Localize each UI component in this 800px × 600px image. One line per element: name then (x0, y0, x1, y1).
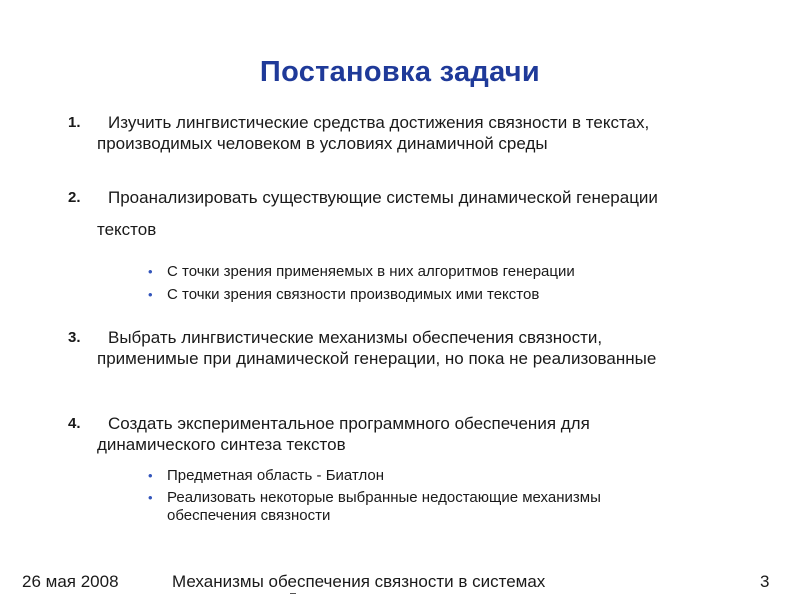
slide-title: Постановка задачи (259, 56, 541, 88)
sub-item (148, 286, 748, 304)
item-text-continued: текстов (97, 220, 157, 239)
list-item-3 (68, 327, 768, 369)
sub-item-text: Реализовать некоторые выбранные недостающие механизмы обеспечения связности (167, 489, 601, 524)
item-text-continued: применимые при динамической генерации, но пока не реализованные (97, 349, 657, 368)
page-number: 3 (760, 572, 770, 591)
sub-item-text: С точки зрения связности производимых ими текстов (167, 286, 540, 303)
sub-item-text: С точки зрения применяемых в них алгоритмов генерации (167, 263, 575, 280)
item-text-continued: динамического синтеза текстов (97, 435, 346, 454)
item-number: 4. (68, 415, 81, 432)
item-text: Создать экспериментальное программного обеспечения для (108, 414, 590, 433)
item-text-continued: производимых человеком в условиях динамичной среды (97, 134, 548, 153)
item-text: Изучить лингвистические средства достижения связности в текстах, (108, 113, 650, 132)
item-number: 3. (68, 329, 81, 346)
footer-title: Механизмы обеспечения связности в системах (172, 572, 546, 591)
item-text: Выбрать лингвистические механизмы обеспечения связности, (108, 328, 603, 347)
sub-item (148, 263, 748, 281)
list-item-2 (68, 187, 768, 208)
item-text: Проанализировать существующие системы динамической генерации (108, 188, 658, 207)
bullet-icon: • (148, 287, 153, 302)
item-number: 1. (68, 114, 81, 131)
sub-item (148, 467, 748, 485)
bullet-icon: • (148, 490, 153, 505)
list-item-2-continued (68, 219, 768, 240)
bullet-icon: • (148, 264, 153, 279)
sub-item (148, 489, 688, 525)
footer-overflow-mark (290, 593, 296, 597)
list-item-4 (68, 413, 768, 455)
sub-item-text: Предметная область - Биатлон (167, 467, 385, 484)
item-number: 2. (68, 189, 81, 206)
bullet-icon: • (148, 468, 153, 483)
footer-date: 26 мая 2008 (22, 572, 119, 591)
list-item-1 (68, 112, 768, 154)
